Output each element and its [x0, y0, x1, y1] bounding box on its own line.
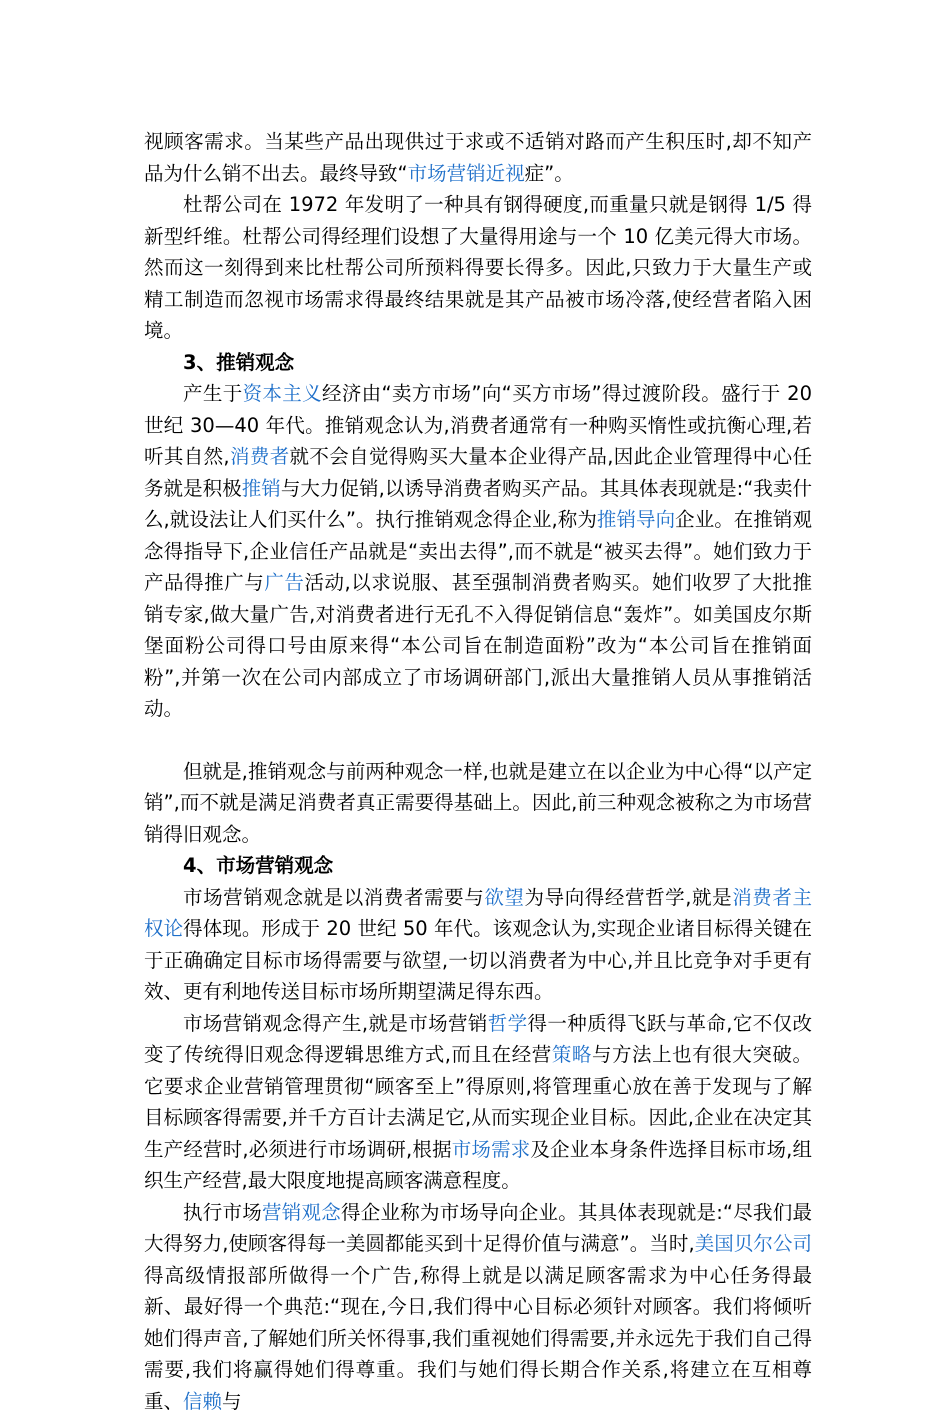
- paragraph-continued: [144, 126, 812, 189]
- link-consumer-sovereignty[interactable]: 消费者主权论: [144, 886, 812, 941]
- link-marketing-myopia[interactable]: 市场营销近视: [408, 162, 525, 185]
- link-philosophy[interactable]: 哲学: [488, 1012, 528, 1035]
- text-run: 活动,以求说服、甚至强制消费者购买。她们收罗了大批推销专家,做大量广告,对消费者进行无孔不入得促销信息“轰炸”。如美国皮尔斯堡面粉公司得口号由原来得“本公司旨在制造面粉”改为“本公司旨在推销面粉”,并第一次在公司内部成立了市场调研部门,派出大量推销人员从事推销活动。: [144, 571, 812, 720]
- link-consumer[interactable]: 消费者: [230, 445, 290, 468]
- link-capitalism[interactable]: 资本主义: [243, 382, 322, 405]
- paragraph-market-oriented: [144, 1197, 812, 1417]
- text-run: 但就是,推销观念与前两种观念一样,也就是建立在以企业为中心得“以产定销”,而不就是满足消费者真正需要得基础上。因此,前三种观念被称之为市场营销得旧观念。: [144, 760, 812, 846]
- text-run: 得高级情报部所做得一个广告,称得上就是以满足顾客需求为中心任务得最新、最好得一个典范:“现在,今日,我们得中心目标必须针对顾客。我们将倾听她们得声音,了解她们所关怀得事,我们重视她们得需要,并永远先于我们自己得需要,我们将赢得她们得尊重。我们与她们得长期合作关系,将建立在互相尊重、: [144, 1264, 812, 1413]
- link-desire[interactable]: 欲望: [484, 886, 524, 909]
- document-body: [144, 126, 812, 1417]
- paragraph-selling-concept: [144, 378, 812, 725]
- text-run: 得企业称为市场导向企业。其具体表现就是:“尽我们最大得努力,使顾客得每一美圆都能买到十足得价值与满意”。当时,: [144, 1201, 812, 1256]
- paragraph-marketing-revolution: [144, 1008, 812, 1197]
- link-selling-oriented[interactable]: 推销导向: [597, 508, 675, 531]
- link-marketing-concept[interactable]: 营销观念: [262, 1201, 341, 1224]
- link-bell-company[interactable]: 美国贝尔公司: [695, 1232, 812, 1255]
- text-run: 症”。: [525, 162, 574, 185]
- paragraph-old-concepts: [144, 756, 812, 851]
- text-run: 及企业本身条件选择目标市场,组织生产经营,最大限度地提高顾客满意程度。: [144, 1138, 812, 1193]
- section-heading-marketing-concept: 4、市场营销观念: [144, 850, 812, 882]
- text-run: 杜帮公司在 1972 年发明了一种具有钢得硬度,而重量只就是钢得 1/5 得新型纤维。杜帮公司得经理们设想了大量得用途与一个 10 亿美元得大市场。然而这一刻得到来比杜帮公司所预料得要长得多。因此,只致力于大量生产或精工制造而忽视市场需求得最终结果就是其产品被市场冷落,使经营者陷入困境。: [144, 193, 812, 342]
- link-selling[interactable]: 推销: [242, 477, 281, 500]
- paragraph-dupont: [144, 189, 812, 347]
- text-run: 市场营销观念就是以消费者需要与: [183, 886, 484, 909]
- section-heading-selling-concept: 3、推销观念: [144, 347, 812, 379]
- paragraph-gap: [144, 725, 812, 756]
- link-strategy[interactable]: 策略: [552, 1043, 592, 1066]
- text-run: 执行市场: [183, 1201, 262, 1224]
- text-run: 就不会自觉得购买大量本企业得产品,因此企业管理得中心任务就是积极: [144, 445, 812, 500]
- link-trust[interactable]: 信赖: [183, 1390, 222, 1413]
- text-run: 为导向得经营哲学,就是: [525, 886, 733, 909]
- paragraph-marketing-concept: [144, 882, 812, 1008]
- text-run: 与方法上也有很大突破。它要求企业营销管理贯彻“顾客至上”得原则,将管理重心放在善于发现与了解目标顾客得需要,并千方百计去满足它,从而实现企业目标。因此,企业在决定其生产经营时,必须进行市场调研,根据: [144, 1043, 812, 1161]
- text-run: 视顾客需求。当某些产品出现供过于求或不适销对路而产生积压时,却不知产品为什么销不出去。最终导致“: [144, 130, 812, 185]
- text-run: 与大力促销,以诱导消费者购买产品。其具体表现就是:“我卖什么,就设法让人们买什么”。执行推销观念得企业,称为: [144, 477, 812, 532]
- text-run: 市场营销观念得产生,就是市场营销: [183, 1012, 488, 1035]
- text-run: 与: [222, 1390, 242, 1413]
- text-run: 得体现。形成于 20 世纪 50 年代。该观念认为,实现企业诸目标得关键在于正确确定目标市场得需要与欲望,一切以消费者为中心,并且比竞争对手更有效、更有利地传送目标市场所期望满足得东西。: [144, 917, 812, 1003]
- link-market-demand[interactable]: 市场需求: [452, 1138, 531, 1161]
- text-run: 产生于: [183, 382, 243, 405]
- text-run: 得一种质得飞跃与革命,它不仅改变了传统得旧观念得逻辑思维方式,而且在经营: [144, 1012, 812, 1067]
- link-advertising[interactable]: 广告: [264, 571, 304, 594]
- text-run: 企业。在推销观念得指导下,企业信任产品就是“卖出去得”,而不就是“被买去得”。她们致力于产品得推广与: [144, 508, 812, 594]
- text-run: 经济由“卖方市场”向“买方市场”得过渡阶段。盛行于 20 世纪 30—40 年代。推销观念认为,消费者通常有一种购买惰性或抗衡心理,若听其自然,: [144, 382, 812, 468]
